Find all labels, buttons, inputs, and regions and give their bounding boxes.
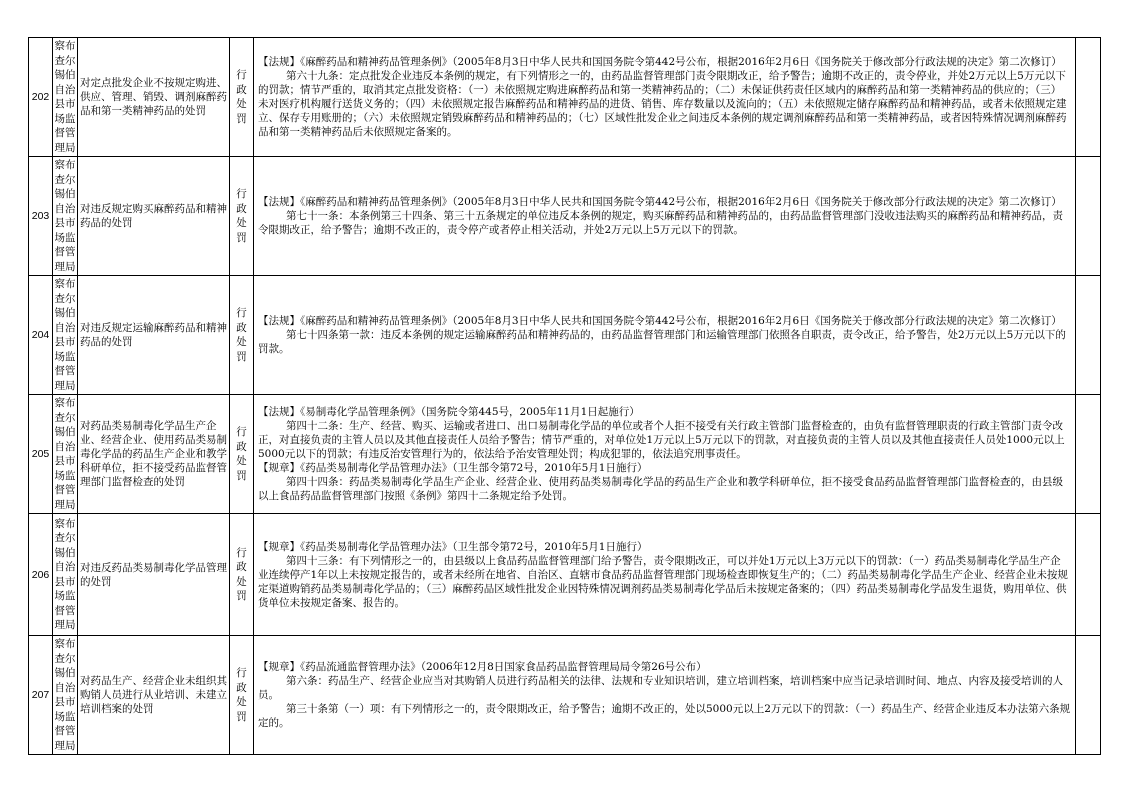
remarks-cell [1076,276,1101,395]
item-name-cell: 对违反药品类易制毒化学品管理的处罚 [78,514,230,636]
basis-source: 【法规】《易制毒化学品管理条例》（国务院令第445号，2005年11月1日起施行） [258,406,640,418]
action-type-cell: 行政处罚 [230,276,254,395]
item-name-cell: 对药品类易制毒化学品生产企业、经营企业、使用药品类易制毒化学品的药品生产企业和教学科研单位，拒不接受药品监督管理部门监督检查的处罚 [78,395,230,514]
remarks-cell [1076,395,1101,514]
basis-article: 第三十条第（一）项：有下列情形之一的，责令限期改正，给予警告；逾期不改正的，处以5000元以上2万元以下的罚款：（一）药品生产、经营企业违反本办法第六条规定的。 [258,703,1071,729]
department-cell: 察布查尔锡伯自治县市场监督管理局 [53,276,78,395]
row-number: 206 [29,514,53,636]
table-row [29,157,1101,276]
action-type-cell: 行政处罚 [230,157,254,276]
department-cell: 察布查尔锡伯自治县市场监督管理局 [53,38,78,157]
table-row [29,38,1101,157]
row-number: 207 [29,636,53,755]
legal-basis-cell [254,38,1076,157]
action-type-cell: 行政处罚 [230,38,254,157]
row-number: 205 [29,395,53,514]
legal-basis-cell [254,157,1076,276]
department-cell: 察布查尔锡伯自治县市场监督管理局 [53,157,78,276]
remarks-cell [1076,157,1101,276]
basis-source: 【法规】《麻醉药品和精神药品管理条例》（2005年8月3日中华人民共和国国务院令第442号公布，根据2016年2月6日《国务院关于修改部分行政法规的决定》第二次修订） [258,315,1062,327]
department-cell: 察布查尔锡伯自治县市场监督管理局 [53,395,78,514]
item-name-cell: 对药品生产、经营企业未组织其购销人员进行从业培训、未建立培训档案的处罚 [78,636,230,755]
remarks-cell [1076,514,1101,636]
legal-basis-cell [254,395,1076,514]
basis-source: 【规章】《药品类易制毒化学品管理办法》（卫生部令第72号，2010年5月1日施行） [258,540,648,553]
basis-article: 第四十三条：有下列情形之一的，由县级以上食品药品监督管理部门给予警告，责令限期改正，可以并处1万元以上3万元以下的罚款：（一）药品类易制毒化学品生产企业连续停产1年以上未按规定报告的，或者未经所在地省、自治区、直辖市食品药品监督管理部门现场检查即恢复生产的；（二）药品类易制毒化学品生产企业、经营企业未按规定渠道购销药品类易制毒化学品的；（三）麻醉药品区域性批发企业因特殊情况调剂药品类易制毒化学品后未按规定备案的；（四）药品类易制毒化学品发生退货，购用单位、供货单位未按规定备案、报告的。 [258,554,1068,609]
row-number: 204 [29,276,53,395]
basis-article: 第四十四条：药品类易制毒化学品生产企业、经营企业、使用药品类易制毒化学品的药品生产企业和教学科研单位，拒不接受食品药品监督管理部门监督检查的，由县级以上食品药品监督管理部门按照《条例》第四十二条规定给予处罚。 [258,476,1063,502]
basis-article: 第七十一条：本条例第三十四条、第三十五条规定的单位违反本条例的规定，购买麻醉药品和精神药品的，由药品监督管理部门没收违法购买的麻醉药品和精神药品，责令限期改正，给予警告；逾期不改正的，责令停产或者停止相关活动，并处2万元以上5万元以下的罚款。 [258,210,1063,236]
regulation-table-page [28,37,1100,755]
department-cell: 察布查尔锡伯自治县市场监督管理局 [53,636,78,755]
item-name-cell: 对违反规定购买麻醉药品和精神药品的处罚 [78,157,230,276]
penalty-table [28,37,1101,755]
action-type-cell: 行政处罚 [230,395,254,514]
department-cell: 察布查尔锡伯自治县市场监督管理局 [53,514,78,636]
table-row [29,276,1101,395]
legal-basis-cell [254,276,1076,395]
legal-basis-cell [254,514,1076,636]
remarks-cell [1076,636,1101,755]
basis-source: 【法规】《麻醉药品和精神药品管理条例》（2005年8月3日中华人民共和国国务院令第442号公布，根据2016年2月6日《国务院关于修改部分行政法规的决定》第二次修订） [258,196,1062,208]
remarks-cell [1076,38,1101,157]
basis-article: 第四十二条：生产、经营、购买、运输或者进口、出口易制毒化学品的单位或者个人拒不接受有关行政主管部门监督检查的，由负有监督管理职责的行政主管部门责令改正，对直接负责的主管人员以及其他直接责任人员给予警告；情节严重的，对单位处1万元以上5万元以下的罚款，对直接负责的主管人员以及其他直接责任人员处1000元以上5000元以下的罚款；有违反治安管理行为的，依法给予治安管理处罚；构成犯罪的，依法追究刑事责任。 [258,420,1065,460]
row-number: 202 [29,38,53,157]
basis-article: 第七十四条第一款：违反本条例的规定运输麻醉药品和精神药品的，由药品监督管理部门和运输管理部门依照各自职责，责令改正，给予警告，处2万元以上5万元以下的罚款。 [258,329,1066,355]
item-name-cell: 对违反规定运输麻醉药品和精神药品的处罚 [78,276,230,395]
basis-source: 【法规】《麻醉药品和精神药品管理条例》（2005年8月3日中华人民共和国国务院令第442号公布，根据2016年2月6日《国务院关于修改部分行政法规的决定》第二次修订） [258,56,1062,68]
table-row [29,514,1101,636]
basis-source: 【规章】《药品流通监督管理办法》（2006年12月8日国家食品药品监督管理局局令第26号公布） [258,661,707,673]
action-type-cell: 行政处罚 [230,636,254,755]
basis-article: 第六条：药品生产、经营企业应当对其购销人员进行药品相关的法律、法规和专业知识培训，建立培训档案，培训档案中应当记录培训时间、地点、内容及接受培训的人员。 [258,675,1063,701]
table-row [29,636,1101,755]
basis-source: 【规章】《药品类易制毒化学品管理办法》（卫生部令第72号，2010年5月1日施行） [258,462,648,474]
action-type-cell: 行政处罚 [230,514,254,636]
item-name-cell: 对定点批发企业不按规定购进、供应、管理、销毁、调剂麻醉药品和第一类精神药品的处罚 [78,38,230,157]
table-row [29,395,1101,514]
row-number: 203 [29,157,53,276]
legal-basis-cell [254,636,1076,755]
basis-article: 第六十九条：定点批发企业违反本条例的规定，有下列情形之一的，由药品监督管理部门责令限期改正，给予警告；逾期不改正的，责令停业，并处2万元以上5万元以下的罚款；情节严重的，取消其定点批发资格：（一）未依照规定购进麻醉药品和第一类精神药品的；（二）未保证供药责任区域内的麻醉药品和第一类精神药品的供应的；（三）未对医疗机构履行送货义务的；（四）未依照规定报告麻醉药品和精神药品的进货、销售、库存数量以及流向的；（五）未依照规定储存麻醉药品和精神药品，或者未依照规定建立、保存专用账册的；（六）未依照规定销毁麻醉药品和精神药品的；（七）区域性批发企业之间违反本条例的规定调剂麻醉药品和第一类精神药品，或者因特殊情况调剂麻醉药品和第一类精神药品后未依照规定备案的。 [258,70,1067,138]
